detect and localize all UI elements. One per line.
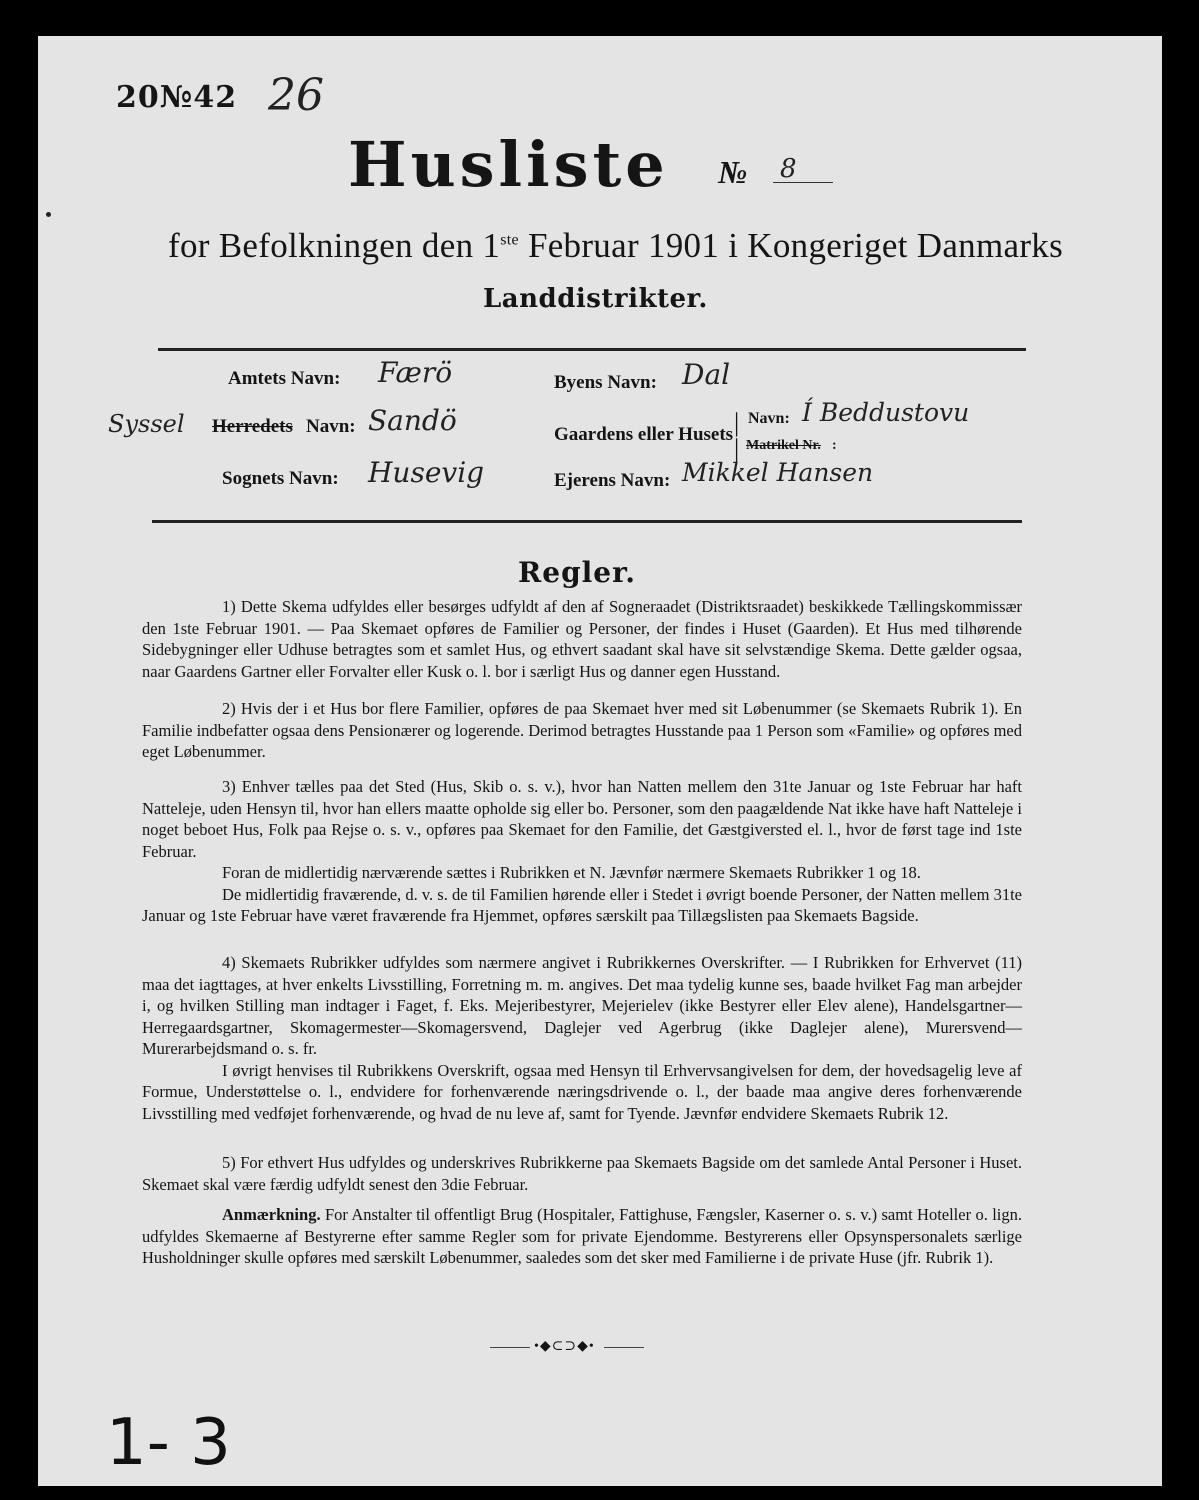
navn-value: Í Beddustovu <box>802 398 970 427</box>
amt-label: Amtets Navn: <box>228 368 341 389</box>
field-brace: | <box>734 408 740 437</box>
by-label: Byens Navn: <box>554 372 657 393</box>
rule-2 <box>142 698 1022 763</box>
by-value: Dal <box>682 358 731 391</box>
field-brace-lower: | <box>734 434 740 463</box>
handwritten-page-number: 26 <box>268 70 324 121</box>
herred-label: Navn: <box>306 416 356 437</box>
form-subtitle: for Befolkningen den 1ste Februar 1901 i Kongeriget Danmarks <box>168 226 1064 265</box>
top-divider <box>158 348 1026 351</box>
annotation <box>142 1204 1022 1269</box>
ejer-label: Ejerens Navn: <box>554 470 671 491</box>
rule-2-text: 2) Hvis der i et Hus bor flere Familier, opføres de paa Skemaet hver med sit Løbenummer (se Skemaets Rubrik 1). En Familie indbefatter ogsaa dens Pensionærer og logerende. Derimod betragtes Husstande paa 1 Person som «Familie» og opføres med eget Løbenummer. <box>142 699 1022 761</box>
archive-stamp: 20№42 <box>116 80 238 115</box>
form-title: Husliste <box>348 128 669 201</box>
navn-label: Navn: <box>748 410 790 427</box>
rule-4 <box>142 952 1022 1124</box>
ejer-value: Mikkel Hansen <box>682 458 874 487</box>
annotation-text: For Anstalter til offentligt Brug (Hospitaler, Fattighuse, Fængsler, Kaserner o. s. v.) samt Hoteller o. lign. udfyldes Skemaerne af Bestyrerne efter samme Regler som for private Ejendomme. Bestyrerens eller Opsynspersonalets særlige Husholdninger skulle opføres med særskilt Løbenummer, saaledes som det sker med Familierne i de private Huse (jfr. Rubrik 1). <box>142 1205 1022 1267</box>
herred-value: Sandö <box>368 404 457 437</box>
sogn-label: Sognets Navn: <box>222 468 339 489</box>
herred-prefix: Syssel <box>108 410 185 438</box>
amt-value: Færö <box>378 356 453 389</box>
handwritten-bottom-code: 1- 3 <box>106 1406 231 1480</box>
ornament: •◆⊂⊃◆• <box>534 1339 595 1354</box>
gaard-label: Gaardens eller Husets <box>554 424 734 445</box>
rule-3c-text: De midlertidig fraværende, d. v. s. de til Familien hørende eller i Stedet i øvrigt boende Personer, der Natten mellem 31te Januar og 1ste Februar have været fraværende fra Hjemmet, opføres særskilt paa Tillægslisten paa Skemaets Bagside. <box>142 884 1022 925</box>
ornament-line-left <box>490 1347 530 1348</box>
rule-3a-text: 3) Enhver tælles paa det Sted (Hus, Skib o. s. v.), hvor han Natten mellem den 31te Januar og 1ste Februar har haft Natteleje, uden Hensyn til, hvor han ellers maatte opholde sig eller bo. Personer, som den paagældende Nat ikke have haft Natteleje i noget beboet Hus, Folk paa Rejse o. s. v., opføres paa Skemaet for den Familie, det Gæstgiversted el. l., hvor de først tage ind 1ste Februar. <box>142 777 1022 861</box>
rule-1-text: 1) Dette Skema udfyldes eller besørges udfyldt af den af Sogneraadet (Distriktsraadet) beskikkede Tællingskommissær den 1ste Februar 1901. — Paa Skemaet opføres de Familier og Personer, der findes i Huset (Gaarden). Et Hus med tilhørende Sidebygninger eller Udhuse betragtes som et samlet Hus, og ethvert saadant skal have sit selvstændige Skema. Dette gælder ogsaa, naar Gaardens Gartner eller Forvalter eller Kusk o. l. bor i særligt Hus og danner egen Husstand. <box>142 597 1022 681</box>
annotation-label: Anmærkning. <box>222 1205 321 1224</box>
matrikel-struck-label: Matrikel Nr. <box>746 438 821 453</box>
rule-4b-text: I øvrigt henvises til Rubrikkens Overskrift, ogsaa med Hensyn til Erhvervsangivelsen for dem, der hovedsagelig leve af Formue, Understøttelse o. l., endvidere for forhenværende næringsdrivende o. l., der baade maa angive deres forhenværende Livsstilling med vedføjet forhenværende, og hvad de nu leve af, samt for Tyende. Jævnfør endvidere Skemaets Rubrik 12. <box>142 1060 1022 1123</box>
matrikel-colon: : <box>832 438 837 453</box>
sogn-value: Husevig <box>368 456 485 489</box>
rule-4a-text: 4) Skemaets Rubrikker udfyldes som nærmere angivet i Rubrikkernes Overskrifter. — I Rubrikken for Erhvervet (11) maa det iagttages, at hver enkelts Livsstilling, Forretning m. m. angives. Det maa tydelig kunne ses, baade hvilket Fag man arbejder i, og hvilken Stilling man indtager i Faget, f. Eks. Mejeribestyrer, Mejerielev (ikke Bestyrer eller Elev alene), Handelsgartner—Herregaardsgartner, Skomagermester—Skomagersvend, Daglejer ved Agerbrug (ikke Daglejer alene), Murersvend—Murerarbejdsmand o. s. fr. <box>142 953 1022 1058</box>
punch-dot <box>46 212 51 217</box>
number-sign: № <box>718 154 748 190</box>
list-number-value: 8 <box>780 154 797 184</box>
rules-heading: Regler. <box>518 556 637 589</box>
rule-3b-text: Foran de midlertidig nærværende sættes i Rubrikken et N. Jævnfør nærmere Skemaets Rubrikker 1 og 18. <box>222 863 921 882</box>
ornament-line-right <box>604 1347 644 1348</box>
herred-struck-label: Herredets <box>212 416 293 437</box>
form-subtitle-district: Landdistrikter. <box>483 284 708 314</box>
census-form-page <box>38 36 1162 1486</box>
rule-5 <box>142 1152 1022 1195</box>
rule-1 <box>142 596 1022 682</box>
rule-3 <box>142 776 1022 927</box>
rule-5-text: 5) For ethvert Hus udfyldes og underskrives Rubrikkerne paa Skemaets Bagside om det samlede Antal Personer i Huset. Skemaet skal være færdig udfyldt senest den 3die Februar. <box>142 1153 1022 1194</box>
number-underline <box>773 182 833 183</box>
bottom-divider <box>152 520 1022 523</box>
